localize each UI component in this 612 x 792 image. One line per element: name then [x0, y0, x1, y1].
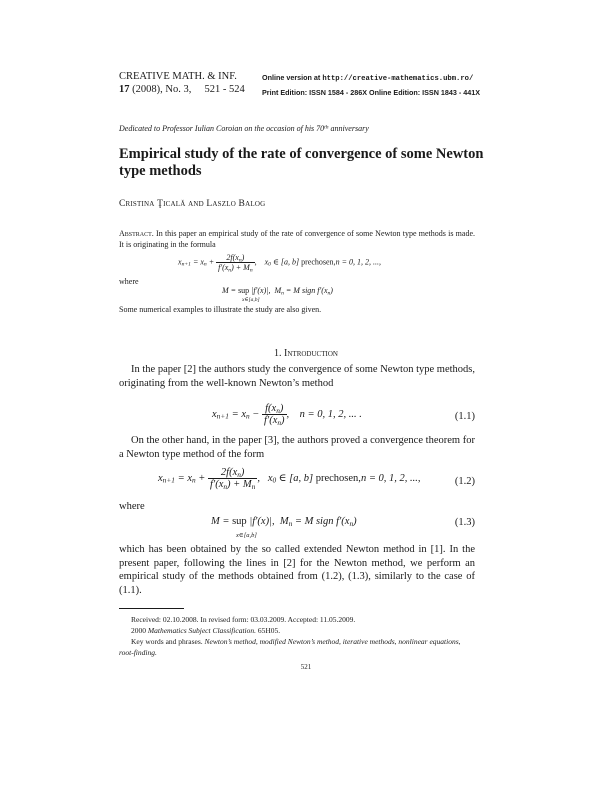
equation-1-2-label: (1.2) [454, 476, 475, 487]
n-range-text: n = 0, 1, 2, ..., [335, 257, 381, 267]
abstract [119, 228, 475, 250]
paragraph-1: In the paper [2] the authors study the convergence of some Newton type methods, originating from the well-known Newton’s method [119, 364, 475, 389]
footnote-msc [119, 625, 475, 636]
issue: (2008), No. 3, [132, 84, 192, 95]
journal-name: CREATIVE MATH. & INF. [119, 71, 237, 82]
page-number: 521 [300, 663, 312, 671]
abstract-label: Abstract. [119, 229, 154, 238]
footnote-received: Received: 02.10.2008. In revised form: 03.03.2009. Accepted: 11.05.2009. [131, 615, 356, 624]
dedication [119, 124, 369, 133]
keywords-text: Newton’s method, modified Newton’s method, iterative methods, nonlinear equations, root-finding. [119, 637, 461, 657]
abstract-where: where [119, 277, 139, 286]
equation-1-1: $x_{n+1} = x_n$ − $\frac{f(x_n)}{f'(x_n)}$ , n = 0, 1, 2, ... . [212, 403, 362, 427]
dedication-sup: th [324, 124, 329, 131]
footnote-keywords [119, 636, 475, 658]
sup-subscript-2: x∈[a,b] [236, 532, 257, 539]
online-prefix: Online version at [262, 73, 321, 82]
volume-number: 17 [119, 84, 130, 95]
keywords-label: Key words and phrases. [131, 637, 203, 646]
prechosen-text: prechosen, [301, 257, 336, 267]
authors: Cristina Ţicală and Laszlo Balog [119, 199, 266, 209]
abstract-formula-2: M = sup |f′(x)|, $M_n = M$ sign $f'(x_n)$ [222, 286, 333, 297]
equation-1-3-label: (1.3) [454, 517, 475, 528]
where-text: where [119, 501, 145, 512]
equation-1-1-label: (1.1) [454, 411, 475, 422]
prechosen-text-2: prechosen, [315, 472, 361, 484]
abstract-closing: Some numerical examples to illustrate the study are also given. [119, 305, 322, 314]
footnote-rule [119, 608, 184, 609]
journal-header [119, 70, 245, 96]
n-range-eq1: n = 0, 1, 2, ... . [299, 408, 362, 420]
msc-label: Mathematics Subject Classification. [147, 626, 256, 635]
online-url[interactable]: http://creative-mathematics.ubm.ro/ [322, 75, 474, 83]
edition-info [262, 71, 480, 99]
section-heading: 1. Introduction [274, 348, 338, 359]
paper-title: Empirical study of the rate of convergence of some Newton type methods [119, 146, 484, 179]
print-edition: Print Edition: ISSN 1584 - 286X Online Edition: ISSN 1843 - 441X [262, 88, 481, 97]
equation-1-3: M = sup |f′(x)|, $M_n = M$ sign $f'(x_n)$ [211, 516, 357, 528]
journal-volume-line [119, 83, 245, 96]
dedication-suffix: anniversary [328, 124, 369, 133]
paragraph-2: On the other hand, in the paper [3], the authors proved a convergence theorem for a Newton type method of the form [119, 435, 475, 460]
dedication-text: Dedicated to Professor Iulian Coroian on the occasion of his 70 [119, 124, 325, 133]
n-range-text-2: n = 0, 1, 2, ..., [360, 472, 421, 484]
abstract-formula-1: $x_{n+1} = x_n$ + $\frac{2f(x_n)}{f'(x_n) + M_n}$ , $x_0$ ∈ [a, b] prechosen,n = 0, 1, 2, ..., [178, 253, 381, 274]
online-version [262, 71, 480, 86]
equation-1-2: $x_{n+1} = x_n$ + $\frac{2f(x_n)}{f'(x_n) + M_n}$ , $x_0$ ∈ [a, b] prechosen,n = 0, 1, 2, ..., [158, 467, 421, 491]
page-range: 521 - 524 [204, 84, 245, 95]
abstract-text: In this paper an empirical study of the rate of convergence of some Newton type methods is made. It is originating in the formula [119, 229, 476, 249]
paragraph-3: which has been obtained by the so called extended Newton method in [1]. In the present paper, following the lines in [2] for the Newton method, we perform an empirical study of the methods obtained from (1.2), (1.3), similarly to the case of (1.1). [119, 544, 475, 596]
msc-prefix: 2000 [131, 626, 146, 635]
sup-subscript: x∈[a,b] [242, 297, 260, 303]
msc-code: 65H05. [257, 626, 281, 635]
